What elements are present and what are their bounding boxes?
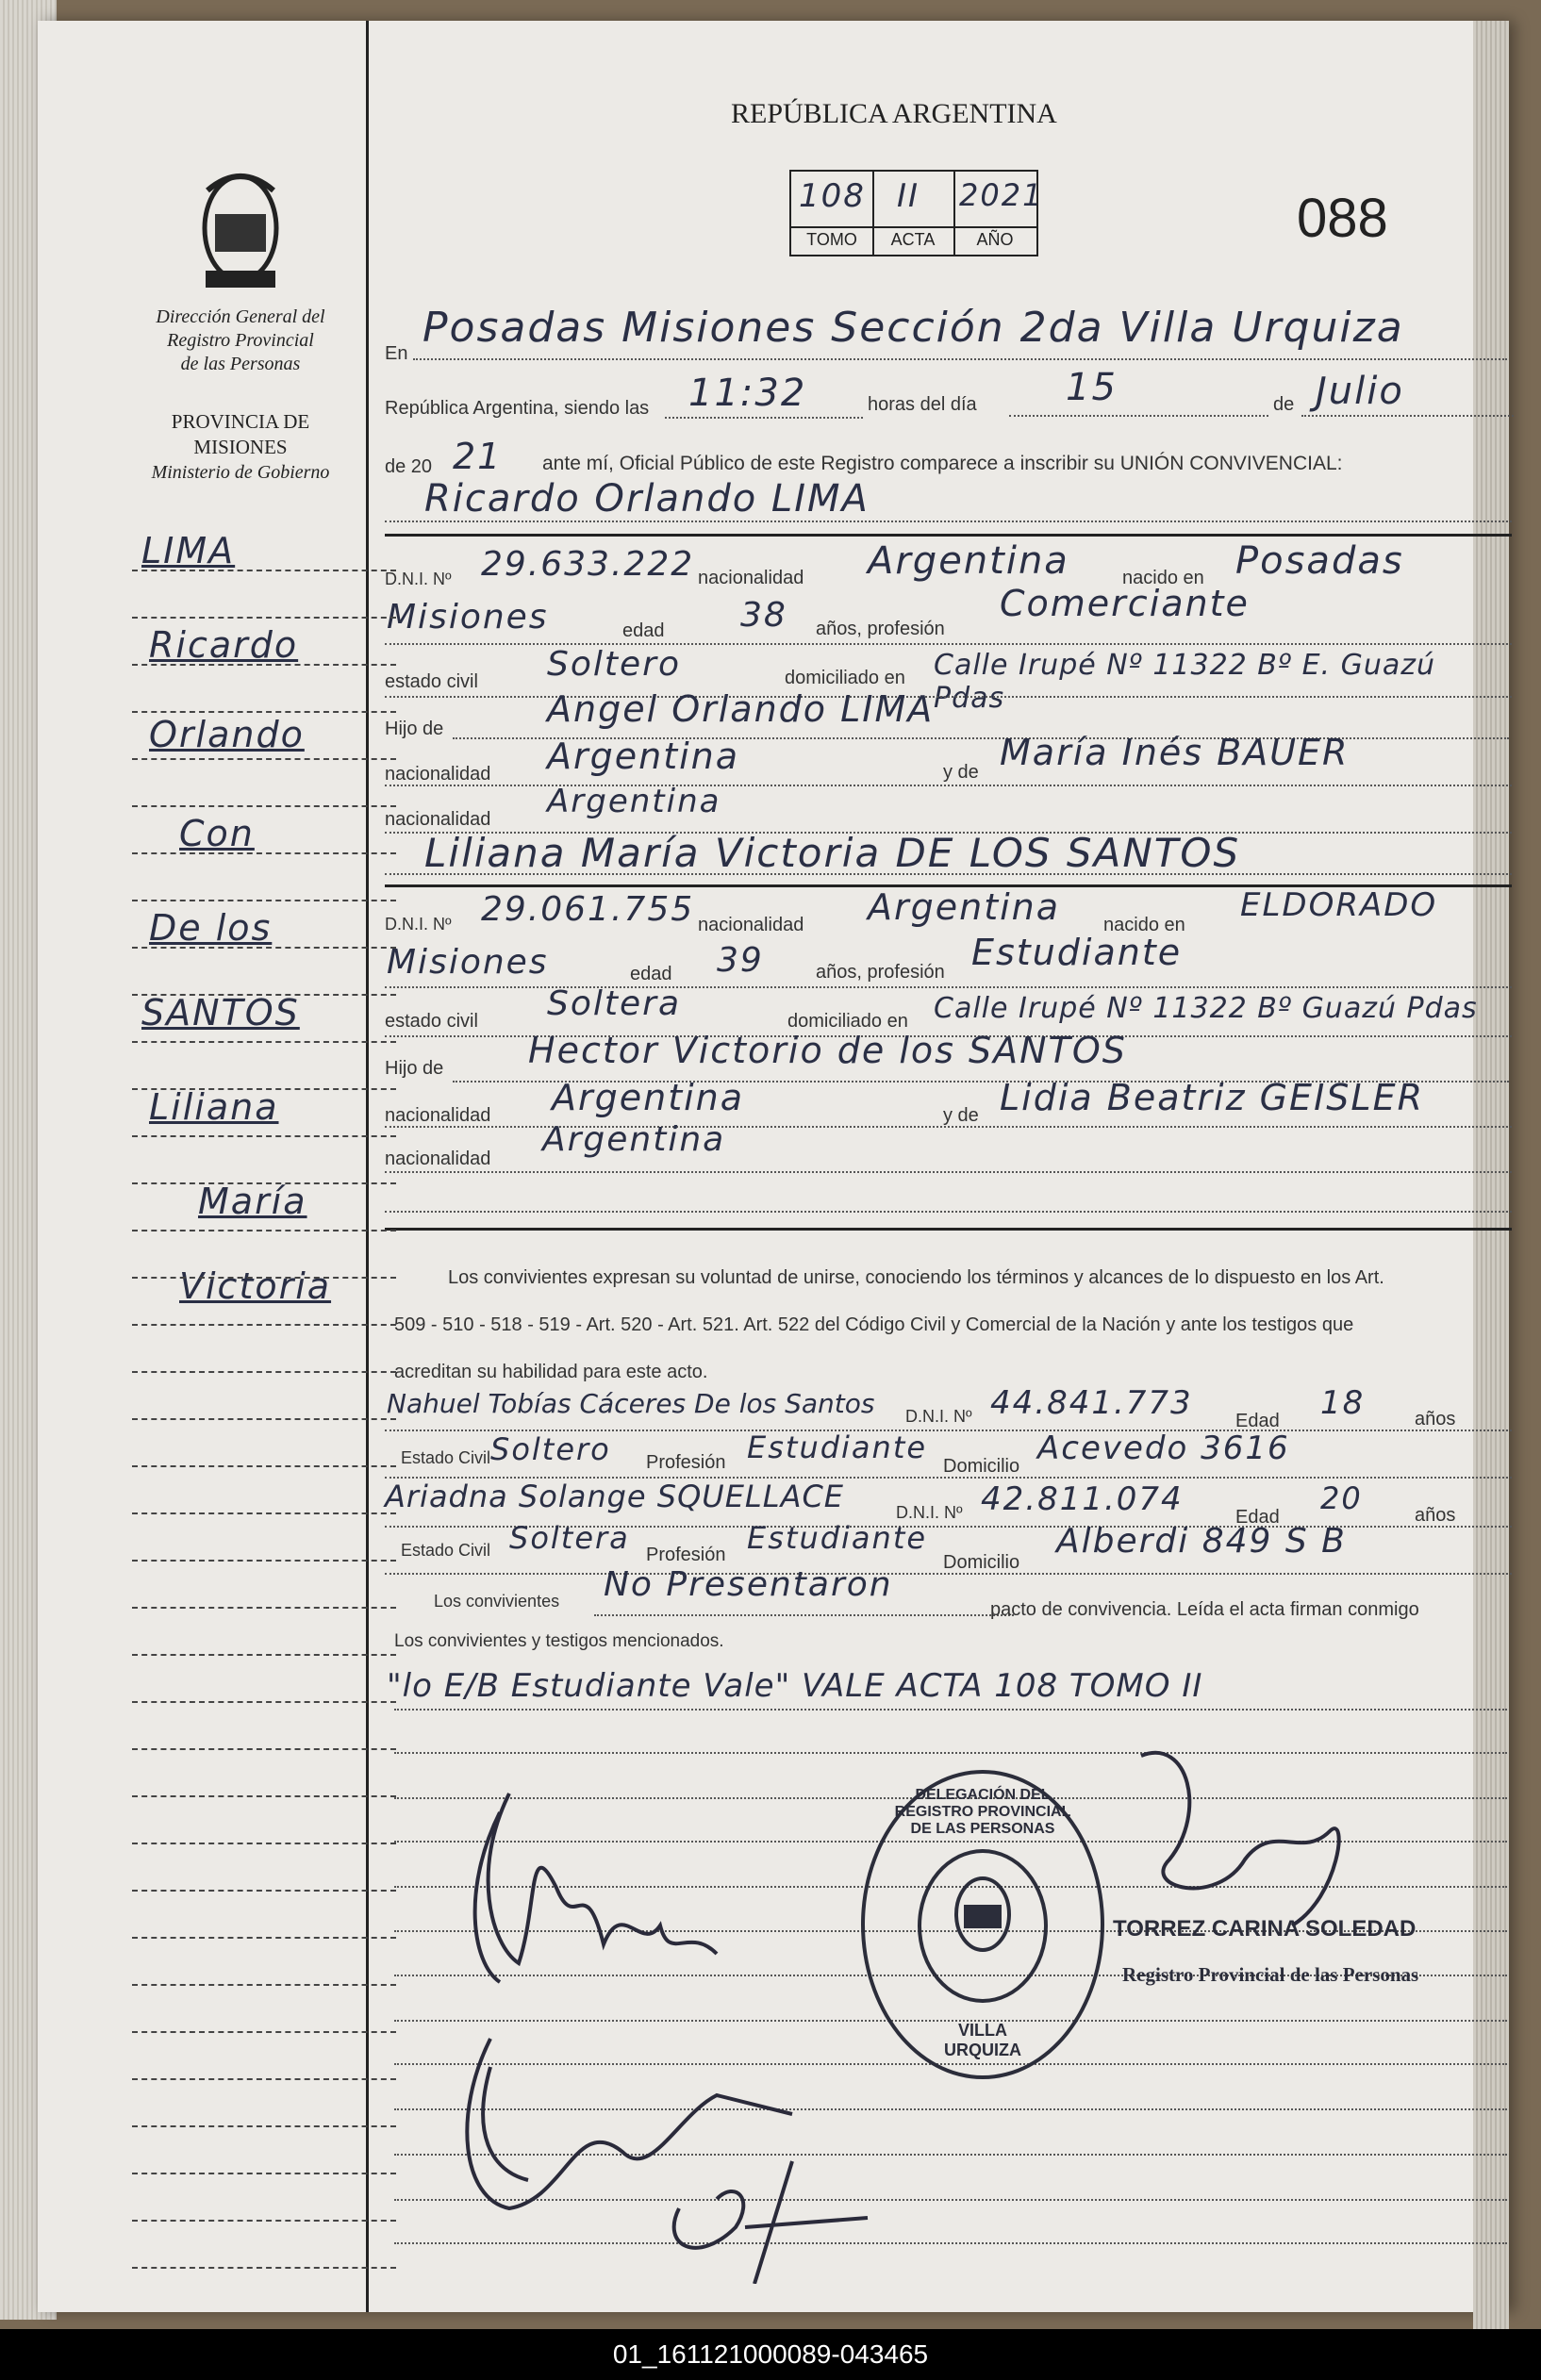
person2-mother: Lidia Beatriz GEISLER <box>1000 1077 1424 1118</box>
pact-value: No Presentaron <box>604 1565 893 1604</box>
margin-line <box>132 1277 396 1279</box>
person2-father-nationality: Argentina <box>552 1077 745 1118</box>
margin-line <box>132 1088 396 1090</box>
page-right-edge <box>1473 21 1509 2340</box>
margin-line <box>132 758 396 760</box>
correction-note: "lo E/B Estudiante Vale" VALE ACTA 108 TOMO II <box>387 1667 1203 1705</box>
person2-status: Soltera <box>547 984 682 1023</box>
witness1-name: Nahuel Tobías Cáceres De los Santos <box>387 1388 875 1419</box>
day-line <box>1009 415 1268 417</box>
margin-line <box>132 1795 396 1797</box>
margin-line <box>132 1607 396 1609</box>
month-line <box>1301 415 1514 417</box>
margin-line <box>132 994 396 996</box>
witness2-age: 20 <box>1320 1480 1363 1516</box>
margin-line <box>132 1135 396 1137</box>
margin-line <box>132 1984 396 1986</box>
edad-label: edad <box>622 620 665 641</box>
domicilio-label: Domicilio <box>943 1552 1020 1573</box>
domicilio-label: domiciliado en <box>785 668 905 688</box>
margin-name: Con <box>179 813 255 854</box>
province-line-2: MISIONES <box>193 436 288 458</box>
margin-name: SANTOS <box>141 992 300 1033</box>
person1-birthplace: Posadas <box>1235 539 1404 583</box>
person1-age: 38 <box>740 596 787 635</box>
line <box>594 1614 1014 1616</box>
person2-age: 39 <box>717 941 764 980</box>
margin-name: LIMA <box>141 530 236 571</box>
line <box>385 873 1512 875</box>
person1-address: Calle Irupé Nº 11322 Bº E. Guazú Pdas <box>934 649 1435 715</box>
margin-name: Ricardo <box>149 624 299 666</box>
person1-name: Ricardo Orlando LIMA <box>424 477 870 521</box>
margin-line <box>132 1890 396 1892</box>
witness2-name: Ariadna Solange SQUELLACE <box>385 1479 845 1514</box>
anos-label: años <box>1415 1505 1456 1526</box>
profesion-label: años, profesión <box>816 619 945 639</box>
person1-father: Angel Orlando LIMA <box>547 688 935 730</box>
witness1-profession: Estudiante <box>747 1430 928 1465</box>
margin-line <box>132 1560 396 1562</box>
intro-text: ante mí, Oficial Público de este Registro comparece a inscribir su UNIÓN CONVIVENCIAL: <box>542 453 1343 474</box>
stamp-crest-icon <box>921 1853 1044 1999</box>
column-divider <box>366 21 369 2312</box>
margin-line <box>132 711 396 713</box>
margin-line <box>132 1748 396 1750</box>
hijo-label: Hijo de <box>385 719 444 739</box>
stamp-inner-ring <box>918 1849 1048 2003</box>
margin-name: Orlando <box>149 714 305 755</box>
witness2-dni: 42.811.074 <box>981 1480 1184 1518</box>
person2-profession: Estudiante <box>971 932 1183 973</box>
nacionalidad-label: nacionalidad <box>698 915 804 935</box>
day-value: 15 <box>1066 366 1118 409</box>
dni-label: D.N.I. Nº <box>905 1407 972 1426</box>
margin-line <box>132 2031 396 2033</box>
legal-line-1: Los convivientes expresan su voluntad de unirse, conociendo los términos y alcances de lo dispuesto en los Art. <box>448 1267 1384 1288</box>
margin-line <box>132 1843 396 1844</box>
place-line <box>413 358 1507 360</box>
person2-dni: 29.061.755 <box>481 890 695 929</box>
margin-line <box>132 1182 396 1184</box>
dni-label: D.N.I. Nº <box>896 1503 963 1522</box>
nacida-label: nacido en <box>1103 915 1185 935</box>
stamp-center-text: VILLA URQUIZA <box>944 2021 1021 2059</box>
person1-father-nationality: Argentina <box>547 735 740 777</box>
margin-line <box>132 852 396 854</box>
nacionalidad-label: nacionalidad <box>698 568 804 588</box>
nacionalidad-label: nacionalidad <box>385 809 491 830</box>
org-line-2: Registro Provincial <box>167 330 314 351</box>
org-line-1: Dirección General del <box>156 306 325 327</box>
ano-label: AÑO <box>976 230 1014 249</box>
document-code-bar: 01_161121000089-043465 <box>0 2329 1541 2380</box>
margin-line <box>132 2220 396 2222</box>
time-line <box>665 417 863 419</box>
convivientes-label: Los convivientes <box>434 1592 560 1611</box>
line <box>385 1211 1512 1213</box>
province-line-1: PROVINCIA DE <box>171 410 310 433</box>
acta-number: 088 <box>1297 188 1388 249</box>
margin-line <box>132 1937 396 1939</box>
margin-name: Victoria <box>179 1265 332 1307</box>
person1-birthplace-2: Misiones <box>387 598 549 636</box>
acta-label: ACTA <box>890 230 936 249</box>
tomo-label: TOMO <box>806 230 857 249</box>
edad-label: Edad <box>1235 1507 1280 1528</box>
margin-line <box>132 2267 396 2269</box>
nacido-label: nacido en <box>1122 568 1204 588</box>
signature-3 <box>674 2161 868 2284</box>
margin-line <box>132 805 396 807</box>
margin-line <box>132 1654 396 1656</box>
line <box>394 1709 1507 1711</box>
nacionalidad-label: nacionalidad <box>385 1149 491 1169</box>
margin-line <box>132 1230 396 1231</box>
witness1-address: Acevedo 3616 <box>1037 1430 1290 1467</box>
margin-line <box>132 1418 396 1420</box>
legal-line-2: 509 - 510 - 518 - 519 - Art. 520 - Art. 521. Art. 522 del Código Civil y Comercial de la Nación y ante los testigos que <box>394 1314 1354 1335</box>
witness2-address: Alberdi 849 S B <box>1056 1522 1347 1561</box>
anos-label: años <box>1415 1409 1456 1430</box>
person1-mother-nationality: Argentina <box>547 783 721 820</box>
profesion-label: Profesión <box>646 1452 726 1473</box>
person2-birthplace-2: Misiones <box>387 943 549 982</box>
person1-mother: María Inés BAUER <box>1000 732 1350 773</box>
closing-text: Los convivientes y testigos mencionados. <box>394 1631 724 1651</box>
de-label: de <box>1273 394 1295 415</box>
dni-label: D.N.I. Nº <box>385 570 452 588</box>
edad-label: Edad <box>1235 1411 1280 1431</box>
misiones-crest-icon <box>189 162 292 304</box>
year-suffix: 21 <box>453 436 503 477</box>
estado-civil-label: estado civil <box>385 1011 478 1032</box>
republic-title: REPÚBLICA ARGENTINA <box>731 98 1057 129</box>
signature-1 <box>475 1793 717 1982</box>
line <box>385 1171 1512 1173</box>
margin-line <box>132 617 396 619</box>
place-value: Posadas Misiones Sección 2da Villa Urquiza <box>423 304 1404 352</box>
dni-label: D.N.I. Nº <box>385 915 452 934</box>
margin-line <box>132 900 396 901</box>
person2-nationality: Argentina <box>868 886 1061 928</box>
acta-value: II <box>897 177 920 215</box>
legal-line-3: acreditan su habilidad para este acto. <box>394 1362 708 1382</box>
pact-label: pacto de convivencia. Leída el acta firman conmigo <box>990 1599 1419 1620</box>
month-value: Julio <box>1316 370 1404 413</box>
person2-father: Hector Victorio de los SANTOS <box>528 1030 1127 1071</box>
en-label: En <box>385 343 408 364</box>
person2-name: Liliana María Victoria DE LOS SANTOS <box>424 830 1241 876</box>
profesion-label: años, profesión <box>816 962 945 983</box>
margin-line <box>132 1371 396 1373</box>
ano-value: 2021 <box>959 177 1044 213</box>
stamp-ring-text: DELEGACIÓN DEL REGISTRO PROVINCIAL DE LAS PERSONAS <box>894 1787 1071 1837</box>
yde-label: y de <box>943 1105 979 1126</box>
nacionalidad-label: nacionalidad <box>385 1105 491 1126</box>
officer-org: Registro Provincial de las Personas <box>1122 1963 1419 1986</box>
line <box>385 1573 1512 1575</box>
margin-line <box>132 1324 396 1326</box>
margin-name: Liliana <box>149 1086 279 1128</box>
witness1-age: 18 <box>1320 1384 1366 1422</box>
margin-line <box>132 1041 396 1043</box>
hijo-label: Hijo de <box>385 1058 444 1079</box>
section-rule <box>385 1228 1512 1231</box>
republic-label: República Argentina, siendo las <box>385 398 650 419</box>
witness1-dni: 44.841.773 <box>990 1384 1193 1422</box>
margin-name: De los <box>149 907 273 949</box>
witness2-profession: Estudiante <box>747 1520 928 1556</box>
margin-line <box>132 1465 396 1467</box>
witness1-status: Soltero <box>490 1431 611 1467</box>
nacionalidad-label: nacionalidad <box>385 764 491 785</box>
edad-label: edad <box>630 964 672 984</box>
profesion-label: Profesión <box>646 1545 726 1565</box>
margin-line <box>132 2125 396 2127</box>
witness2-status: Soltera <box>509 1520 630 1556</box>
margin-line <box>132 1701 396 1703</box>
person1-name-line <box>385 521 1512 522</box>
person1-profession: Comerciante <box>1000 583 1250 624</box>
margin-line <box>132 570 396 571</box>
signature-2 <box>467 2039 792 2208</box>
yde-label: y de <box>943 762 979 783</box>
document-page <box>38 21 1509 2312</box>
estado-civil-label: Estado Civil <box>401 1448 491 1467</box>
domicilio-label: domiciliado en <box>787 1011 908 1032</box>
tomo-value: 108 <box>799 177 866 215</box>
estado-civil-label: Estado Civil <box>401 1541 491 1560</box>
margin-line <box>132 2173 396 2174</box>
org-line-3: de las Personas <box>180 354 301 374</box>
person1-nationality: Argentina <box>868 539 1069 583</box>
time-value: 11:32 <box>688 372 807 415</box>
domicilio-label: Domicilio <box>943 1456 1020 1477</box>
person1-dni: 29.633.222 <box>481 545 695 584</box>
ministry-line: Ministerio de Gobierno <box>151 462 330 483</box>
margin-line <box>132 2078 396 2080</box>
person1-status: Soltero <box>547 645 681 684</box>
de20-label: de 20 <box>385 456 433 477</box>
margin-name: María <box>198 1181 307 1222</box>
section-rule <box>385 534 1512 537</box>
horas-label: horas del día <box>868 394 977 415</box>
person2-mother-nationality: Argentina <box>542 1120 726 1159</box>
margin-line <box>132 1512 396 1514</box>
margin-line <box>132 947 396 949</box>
margin-line <box>132 664 396 666</box>
officer-name: TORREZ CARINA SOLEDAD <box>1113 1916 1417 1942</box>
estado-civil-label: estado civil <box>385 671 478 692</box>
registry-stamp <box>861 1770 1104 2079</box>
person2-birthplace: ELDORADO <box>1240 886 1438 924</box>
person2-address: Calle Irupé Nº 11322 Bº Guazú Pdas <box>934 992 1478 1025</box>
registry-box <box>789 170 1044 256</box>
